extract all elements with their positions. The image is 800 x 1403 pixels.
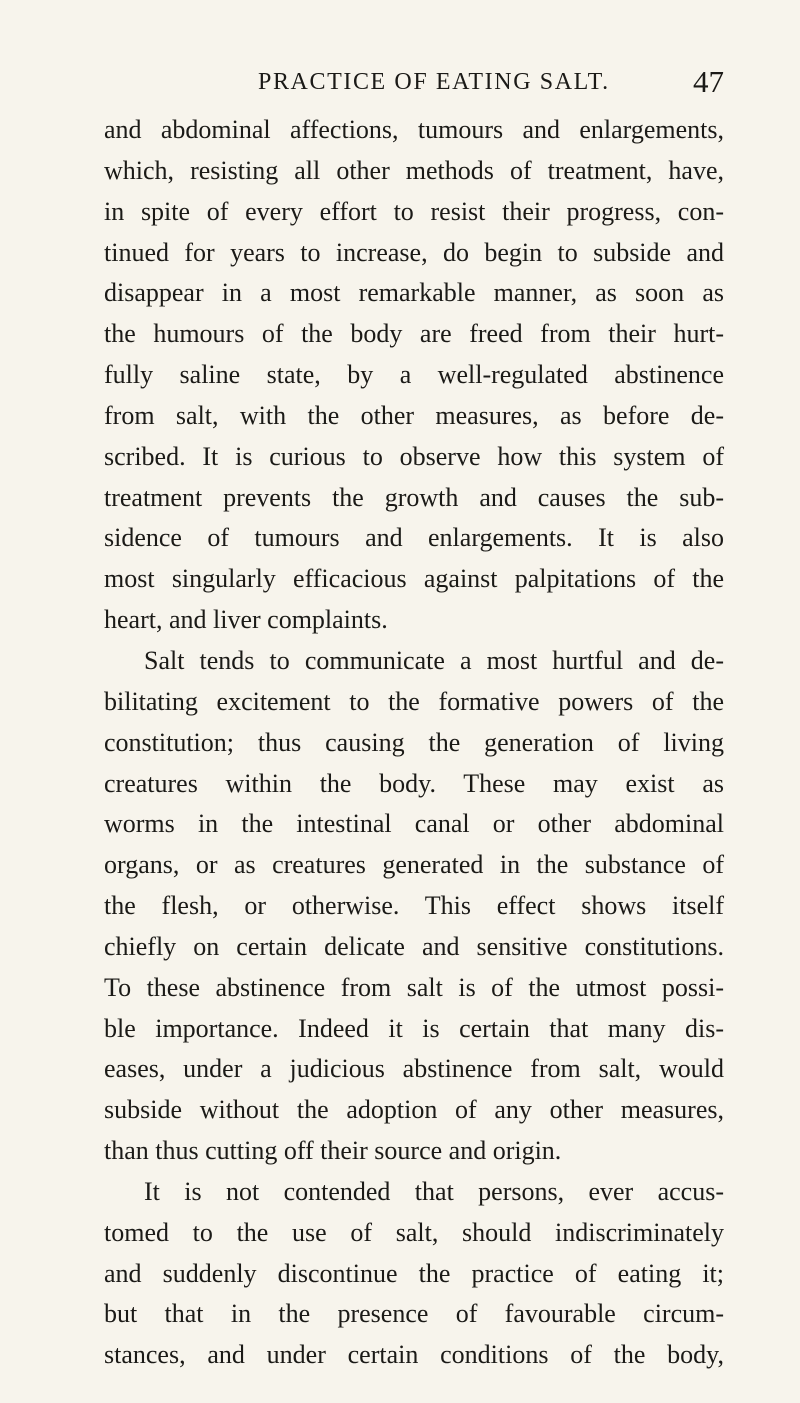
text-line: tinued for years to increase, do begin to subside and xyxy=(104,237,724,267)
page-number: 47 xyxy=(693,64,724,99)
text-line: the flesh, or otherwise. This effect shows itself xyxy=(104,891,724,921)
text-line: tomed to the use of salt, should indiscriminately xyxy=(104,1217,724,1247)
running-title: PRACTICE OF EATING SALT. xyxy=(258,69,610,95)
text-line: organs, or as creatures generated in the substance of xyxy=(104,850,724,880)
text-line: To these abstinence from salt is of the utmost possi- xyxy=(104,972,724,1002)
text-line: stances, and under certain conditions of the body, xyxy=(104,1340,724,1370)
text-line: sidence of tumours and enlargements. It is also xyxy=(104,523,724,553)
text-line: eases, under a judicious abstinence from salt, would xyxy=(104,1054,724,1084)
text-line: subside without the adoption of any other measures, xyxy=(104,1095,724,1125)
text-line: disappear in a most remarkable manner, as soon as xyxy=(104,278,724,308)
text-line: which, resisting all other methods of treatment, have, xyxy=(104,155,724,185)
text-line: than thus cutting off their source and origin. xyxy=(104,1136,562,1166)
text-line: scribed. It is curious to observe how this system of xyxy=(104,441,724,471)
text-line: ble importance. Indeed it is certain that many dis- xyxy=(104,1013,724,1043)
text-line: and abdominal affections, tumours and enlargements, xyxy=(104,115,724,144)
text-line: treatment prevents the growth and causes the sub- xyxy=(104,482,724,512)
text-line: in spite of every effort to resist their progress, con- xyxy=(104,196,724,226)
text-line: and suddenly discontinue the practice of eating it; xyxy=(104,1258,724,1288)
text-line: from salt, with the other measures, as before de- xyxy=(104,400,724,430)
text-line: constitution; thus causing the generation of living xyxy=(104,727,724,757)
text-line: worms in the intestinal canal or other abdominal xyxy=(104,809,724,839)
text-line: Salt tends to communicate a most hurtful and de- xyxy=(144,645,724,675)
text-line: fully saline state, by a well-regulated abstinence xyxy=(104,360,724,390)
text-line: most singularly efficacious against palpitations of the xyxy=(104,564,724,594)
running-header xyxy=(104,62,724,102)
text-line: bilitating excitement to the formative powers of the xyxy=(104,686,724,716)
text-line: the humours of the body are freed from their hurt- xyxy=(104,319,724,349)
text-line: It is not contended that persons, ever accus- xyxy=(144,1176,724,1206)
text-line: chiefly on certain delicate and sensitive constitutions. xyxy=(104,931,724,961)
text-line: but that in the presence of favourable circum- xyxy=(104,1299,724,1329)
text-line: heart, and liver complaints. xyxy=(104,605,388,635)
body-text xyxy=(104,110,724,1376)
text-line: creatures within the body. These may exist as xyxy=(104,768,724,798)
